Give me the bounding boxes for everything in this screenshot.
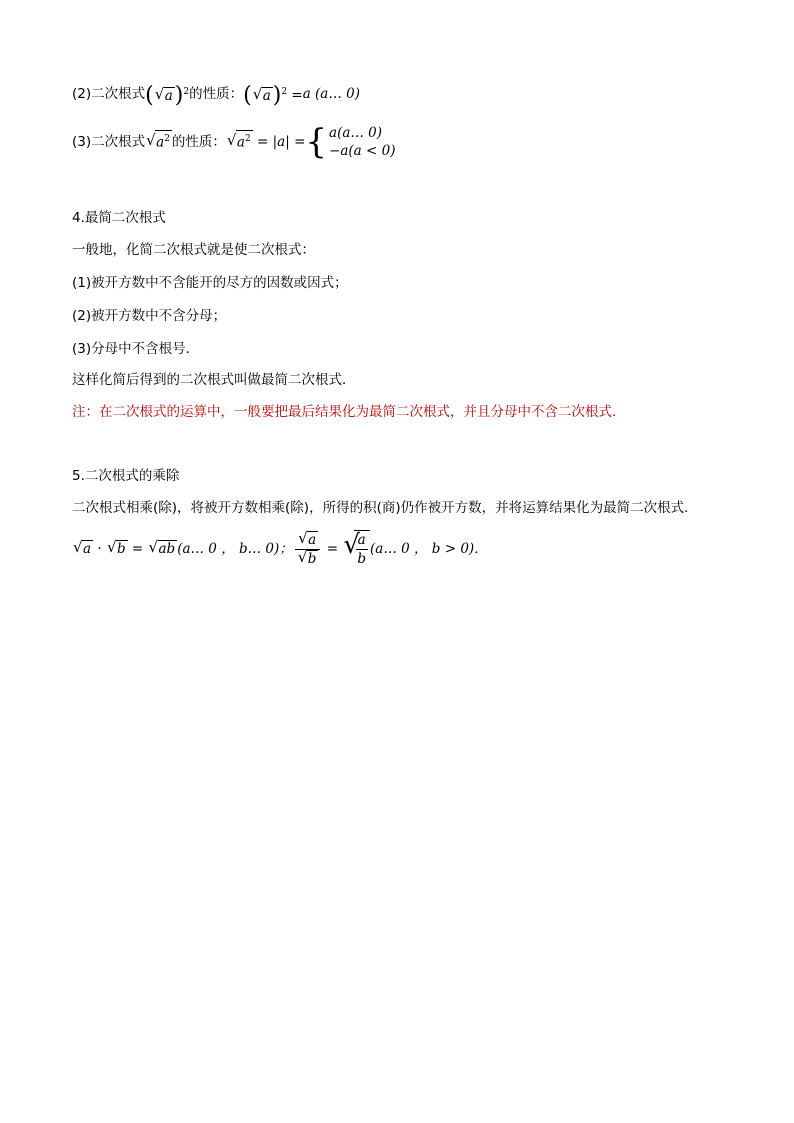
property-2-label: (2)二次根式 [72,86,146,102]
section-4-summary: 这样化简后得到的二次根式叫做最简二次根式． [72,372,356,388]
product-condition: (a… 0 ， b… 0)； [177,541,293,557]
sqrt-a-squared-result: ( √ a)$^2$ = [243,83,303,108]
sqrt-of-a-squared-expr: √ $a^2$ [146,131,170,150]
multiplication-division-formulas [72,526,488,572]
property-3-label: (3)二次根式 [72,134,146,150]
case-nonnegative: a(a… 0) [329,125,383,141]
property-2-line [72,82,360,106]
property-3-mid: 的性质： [171,134,226,150]
section-5-rule: 二次根式相乘(除)，将被开方数相乘(除)，所得的积(商)仍作被开方数，并将运算结果化为最简二次根式． [72,500,698,516]
quotient-condition: (a… 0 ， b > 0)． [370,541,488,557]
quotient-formula: √ a √ b = √ $\frac{a}{b}$ [293,526,370,572]
section-5-title: 5.二次根式的乘除 [72,468,180,484]
product-formula: √ a · √ b = √ ab [73,538,176,557]
property-2-mid: 的性质： [189,86,244,102]
property-3-line [72,122,395,162]
section-4-title: 4.最简二次根式 [72,210,166,226]
section-4-item-2: (2)被开方数中不含分母； [72,308,227,324]
section-4-note: 注：在二次根式的运算中，一般要把最后结果化为最简二次根式，并且分母中不含二次根式． [72,404,626,420]
property-2-condition: a (a… 0) [302,86,361,102]
section-4-item-3: (3)分母中不含根号． [72,341,200,357]
abs-value-expr: √ $a^2 = |a|$ = [226,131,306,150]
piecewise-cases: { a(a… 0) −a(a < 0) [305,122,396,162]
sqrt-a-squared-expr: ( √ a)$^2$ [145,83,190,108]
section-4-intro: 一般地，化简二次根式就是使二次根式： [72,242,315,258]
section-4-item-1: (1)被开方数中不含能开的尽方的因数或因式； [72,275,348,291]
case-negative: −a(a < 0) [329,143,396,159]
